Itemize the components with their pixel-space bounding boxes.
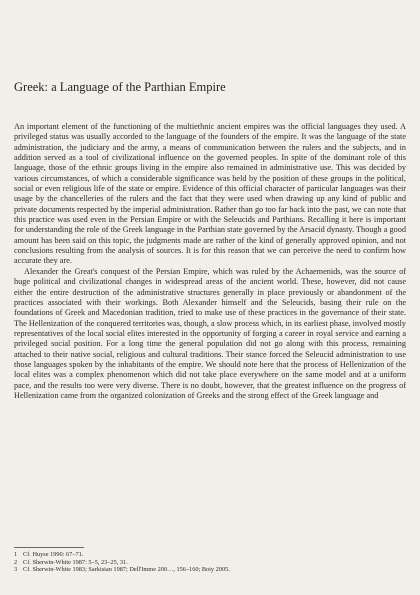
footnote-text: Cf. Sherwin-White 1987: 5–5, 23–25, 31.	[23, 558, 128, 566]
footnote-number: 2	[14, 558, 18, 566]
chapter-title: Greek: a Language of the Parthian Empire	[14, 80, 226, 94]
footnotes	[14, 551, 406, 574]
footnote-separator	[14, 547, 84, 548]
body-text	[14, 122, 406, 401]
footnote	[14, 566, 406, 574]
footnote-number: 3	[14, 566, 18, 574]
footnote-number: 1	[14, 551, 18, 558]
paragraph: An important element of the functioning of the multiethnic ancient empires was the official languages they used. A privileged status was usually accorded to the language of the founders of the empire. It was the language of the state administration, the judiciary and the army, a means of communication between the rulers and the subjects, and in addition served as a tool of civilizational influence on the governed peoples. In spite of the dominant role of this language, those of the ethnic groups living in the empire also remained in administrative use. This was decided by various circumstances, of which a considerable significance was held by the position of these groups in the political, social or even religious life of the state or empire. Evidence of this official character of particular languages was their usage by the chancelleries of the rulers and the fact that they were used when drawing up any kind of public and private documents respected by the imperial administration. Rather than go too far back into the past, we can note that this practice was used even in the Persian Empire or with the Seleucids and Parthians. Recalling it here is important for understanding the role of the Greek language in the Parthian state governed by the Arsacid dynasty. Though a good amount has been said on this topic, the judgments made are rather of the kind of generally approved opinion, and not conclusions resulting from the analysis of sources. It is for this reason that we can perceive the need to confirm how accurate they are.	[14, 122, 406, 266]
footnote-text: Cf. Huyse 1990: 67–71.	[23, 551, 84, 558]
footnote-text: Cf. Sherwin-White 1983; Sarkisian 1987; Dell'Imme 200…, 156–160; Boiy 2005.	[23, 566, 230, 574]
footnote	[14, 551, 406, 559]
paragraph: Alexander the Great's conquest of the Persian Empire, which was ruled by the Achaemenids, was the source of huge political and civilizational changes in widespread areas of the ancient world. These, however, did not cause either the entire destruction of the administrative structures generally in place previously or abandonment of the practices associated with their workings. Both Alexander himself and the Seleucids, basing their rule on the foundations of Greek and Macedonian tradition, tried to make use of these practices in the governance of their state. The Hellenization of the conquered territories was, though, a slow process which, in its earliest phase, involved mostly representatives of the local social elites interested in the opportunity of forging a career in royal service and earning a privileged social position. For a long time the general population did not go along with this process, remaining attached to their native social, religious and cultural traditions. Their stance forced the Seleucid administration to use those languages spoken by the inhabitants of the empire. We should note here that the process of Hellenization of the local elites was a complex phenomenon which did not take place everywhere on the same model and at a uniform pace, and the results too were very diverse. There is no doubt, however, that the greatest influence on the progress of Hellenization came from the organized colonization of Greeks and the strong effect of the Greek language and	[14, 266, 407, 400]
footnote	[14, 559, 406, 567]
